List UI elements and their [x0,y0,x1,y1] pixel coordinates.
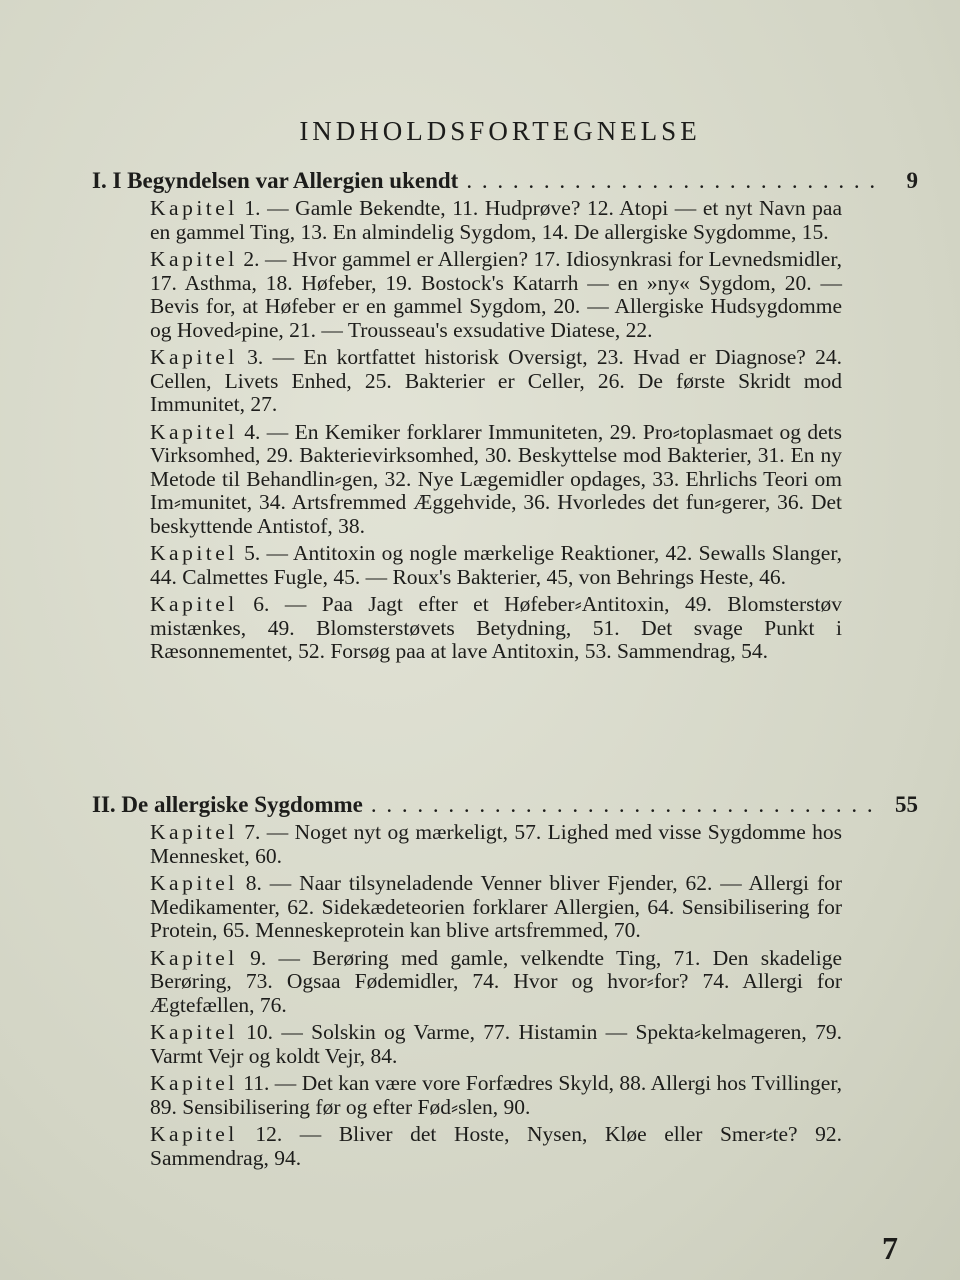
chapter-label: Kapitel [150,1122,238,1146]
chapter-list-2 [150,821,842,1174]
chapter-label: Kapitel [150,196,238,220]
chapter-entry [150,1123,842,1170]
chapter-entry [150,593,842,664]
page-title: INDHOLDSFORTEGNELSE [299,116,701,146]
part-title: I. I Begyndelsen var Allergien ukendt [92,168,459,193]
chapter-entry [150,1072,842,1119]
chapter-text: 6. — Paa Jagt efter et Høfeber⸗Antitoxin, 49. Blomsterstøv mistænkes, 49. Blomsterstøvets Betydning, 51. Det svage Punkt i Ræsonnementet, 52. Forsøg paa at lave Antitoxin, 53. Sammendrag, 54. [150,592,842,663]
chapter-label: Kapitel [150,419,238,444]
chapter-entry [150,947,842,1018]
chapter-label: Kapitel [150,1071,238,1095]
chapter-entry [150,872,842,943]
chapter-text: 1. — Gamle Bekendte, 11. Hudprøve? 12. Atopi — et nyt Navn paa en gammel Ting, 13. En almindelig Sygdom, 14. De allergiske Sygdomme, 15. [150,196,843,244]
chapter-label: Kapitel [150,345,238,369]
chapter-text: 3. — En kortfattet historisk Oversigt, 23. Hvad er Diagnose? 24. Cellen, Livets Enhed, 25. Bakterier er Celler, 26. De første Skridt mod Immunitet, 27. [150,345,843,416]
chapter-entry [150,542,842,589]
chapter-label: Kapitel [150,1020,238,1044]
chapter-label: Kapitel [150,820,238,844]
part-page-number: 55 [895,792,918,817]
chapter-text: 2. — Hvor gammel er Allergien? 17. Idiosynkrasi for Levnedsmidler, 17. Asthma, 18. Høfeber, 19. Bostock's Katarrh — en »ny« Sygdom, 20. — Bevis for, at Høfeber er en gammel Sygdom, 20. — Allergiske Hudsygdomme og Hoved⸗pine, 21. — Trousseau's exsudative Diatese, 22. [150,247,843,342]
chapter-label: Kapitel [150,871,238,895]
dot-leader [466,168,880,194]
chapter-text: 12. — Bliver det Hoste, Nysen, Kløe eller Smer⸗te? 92. Sammendrag, 94. [150,1122,842,1170]
chapter-entry [150,346,842,417]
dot-leader [371,792,880,818]
chapter-label: Kapitel [150,592,238,616]
page-number: 7 [882,1230,898,1266]
chapter-text: 10. — Solskin og Varme, 77. Histamin — Spekta⸗kelmageren, 79. Varmt Vejr og koldt Vejr, 84. [150,1020,843,1068]
part-heading-1 [92,168,918,194]
chapter-label: Kapitel [150,945,238,970]
chapter-entry [150,1021,842,1068]
chapter-text: 11. — Det kan være vore Forfædres Skyld, 88. Allergi hos Tvillinger, 89. Sensibilisering før og efter Fød⸗slen, 90. [150,1071,842,1119]
chapter-entry [150,248,842,342]
chapter-label: Kapitel [150,247,238,271]
part-heading-2 [92,792,918,818]
chapter-text: 4. — En Kemiker forklarer Immuniteten, 29. Pro⸗toplasmaet og dets Virksomhed, 29. Bakterievirksomhed, 30. Beskyttelse mod Bakterier, 31. En ny Metode til Behandlin⸗gen, 32. Nye Lægemidler opdages, 33. Ehrlichs Teori om Im⸗munitet, 34. Artsfremmed Æggehvide, 36. Hvorledes det fun⸗gerer, 36. Det beskyttende Antistof, 38. [150,419,842,538]
part-page-number: 9 [906,168,918,193]
chapter-list-1 [150,197,842,668]
chapter-text: 5. — Antitoxin og nogle mærkelige Reaktioner, 42. Sewalls Slanger, 44. Calmettes Fugle, 45. — Roux's Bakterier, 45, von Behrings Heste, 46. [150,541,843,589]
part-title: II. De allergiske Sygdomme [92,792,363,817]
chapter-label: Kapitel [150,541,238,565]
chapter-entry [150,197,842,244]
chapter-entry [150,421,842,539]
chapter-text: 7. — Noget nyt og mærkeligt, 57. Lighed med visse Sygdomme hos Mennesket, 60. [150,820,843,868]
chapter-entry [150,821,842,868]
chapter-text: 8. — Naar tilsyneladende Venner bliver Fjender, 62. — Allergi for Medikamenter, 62. Sidekædeteorien forklarer Allergien, 64. Sensibilisering for Protein, 65. Menneskeprotein kan blive artsfremmed, 70. [150,871,843,942]
chapter-text: 9. — Berøring med gamle, velkendte Ting, 71. Den skadelige Berøring, 73. Ogsaa Fødemidler, 74. Hvor og hvor⸗for? 74. Allergi for Ægtefællen, 76. [150,945,842,1017]
